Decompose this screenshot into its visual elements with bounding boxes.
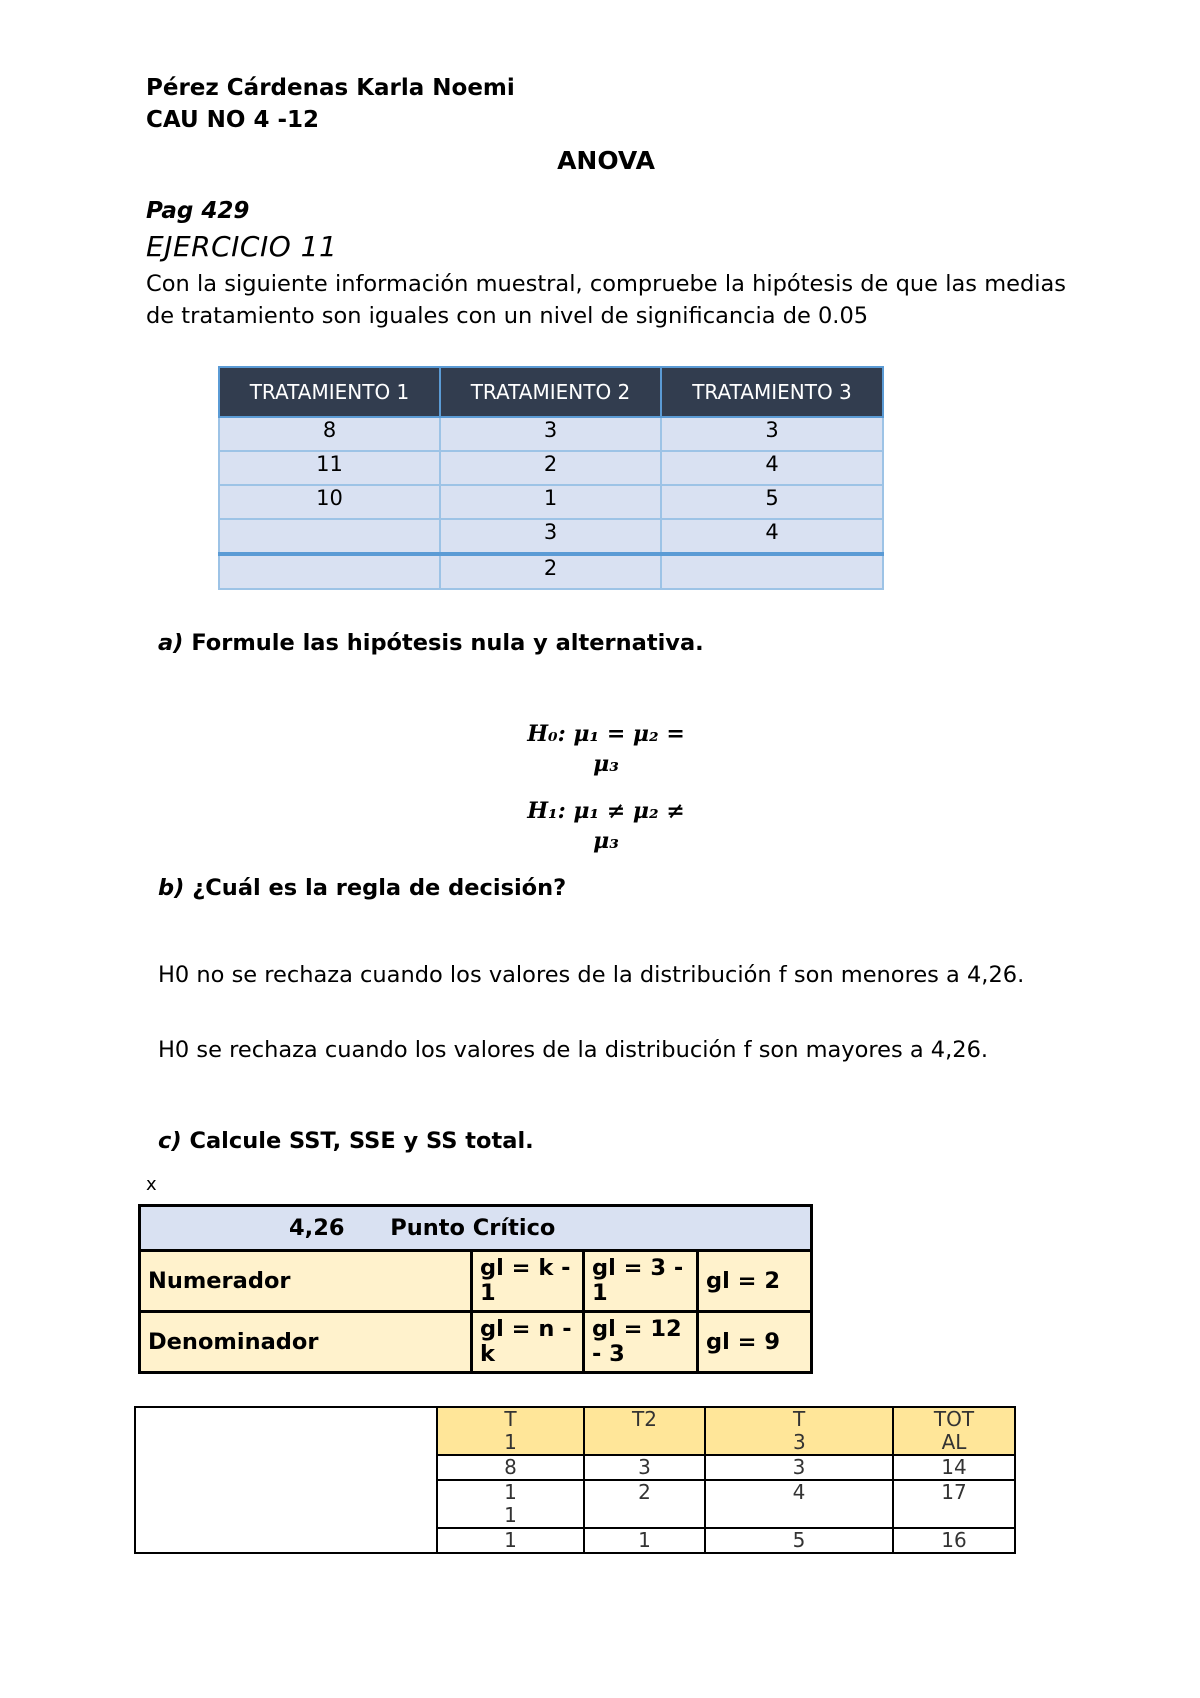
question-c-letter: c) xyxy=(158,1128,182,1154)
table-cell: 4 xyxy=(705,1480,893,1528)
table-row xyxy=(219,417,883,451)
table-cell: 11 xyxy=(437,1480,584,1528)
table-cell: 2 xyxy=(584,1480,705,1528)
table-cell: 1 xyxy=(437,1528,584,1553)
df-formula: gl = k - 1 xyxy=(472,1251,584,1312)
question-b-letter: b) xyxy=(158,875,185,901)
table-cell: 1 xyxy=(584,1528,705,1553)
df-formula: gl = n - k xyxy=(472,1312,584,1373)
header-treatment-2: TRATAMIENTO 2 xyxy=(440,367,661,417)
h1-line-2: μ₃ xyxy=(593,828,619,854)
table-cell: 3 xyxy=(440,417,661,451)
table-row xyxy=(219,554,883,589)
table-cell: 3 xyxy=(661,417,883,451)
table-cell: 17 xyxy=(893,1480,1015,1528)
table-cell: 5 xyxy=(705,1528,893,1553)
exercise-heading: EJERCICIO 11 xyxy=(146,230,338,263)
table-cell: 5 xyxy=(661,485,883,519)
row-name: Numerador xyxy=(140,1251,472,1312)
table-cell: 10 xyxy=(219,485,440,519)
question-a-letter: a) xyxy=(158,630,184,656)
treatment-data-table xyxy=(218,366,884,590)
question-a xyxy=(158,630,704,656)
df-substitution: gl = 12 - 3 xyxy=(584,1312,698,1373)
h1-line-1: H₁: μ₁ ≠ μ₂ ≠ xyxy=(527,798,685,824)
table-cell: 4 xyxy=(661,519,883,554)
alternative-hypothesis xyxy=(0,796,1200,856)
header-total: TOTAL xyxy=(893,1407,1015,1455)
decision-rule-1: H0 no se rechaza cuando los valores de la distribución f son menores a 4,26. xyxy=(158,962,1025,988)
blank-cell xyxy=(135,1407,437,1553)
table-cell: 14 xyxy=(893,1455,1015,1480)
author-block xyxy=(146,72,515,136)
totals-table xyxy=(134,1406,1016,1554)
table-cell: 8 xyxy=(437,1455,584,1480)
df-result: gl = 2 xyxy=(698,1251,812,1312)
course-code: CAU NO 4 -12 xyxy=(146,107,320,133)
decision-rule-2: H0 se rechaza cuando los valores de la distribución f son mayores a 4,26. xyxy=(158,1037,989,1063)
critical-value-label: Punto Crítico xyxy=(390,1214,556,1241)
totals-header-row xyxy=(135,1407,1015,1455)
table-cell: 11 xyxy=(219,451,440,485)
table-row xyxy=(219,451,883,485)
df-result: gl = 9 xyxy=(698,1312,812,1373)
table-cell xyxy=(661,554,883,589)
table-cell: 3 xyxy=(584,1455,705,1480)
header-t2: T2 xyxy=(584,1407,705,1455)
table-cell xyxy=(219,519,440,554)
table-row xyxy=(219,519,883,554)
header-t1: T1 xyxy=(437,1407,584,1455)
table-cell: 1 xyxy=(440,485,661,519)
table-cell: 4 xyxy=(661,451,883,485)
header-t3: T3 xyxy=(705,1407,893,1455)
table-row xyxy=(219,485,883,519)
header-treatment-3: TRATAMIENTO 3 xyxy=(661,367,883,417)
author-name: Pérez Cárdenas Karla Noemi xyxy=(146,75,515,101)
table-row xyxy=(140,1312,812,1373)
table-cell: 16 xyxy=(893,1528,1015,1553)
table-header-row xyxy=(219,367,883,417)
table-cell: 8 xyxy=(219,417,440,451)
question-b-text: ¿Cuál es la regla de decisión? xyxy=(192,875,567,901)
df-substitution: gl = 3 - 1 xyxy=(584,1251,698,1312)
row-name: Denominador xyxy=(140,1312,472,1373)
null-hypothesis xyxy=(0,719,1200,779)
table-cell xyxy=(219,554,440,589)
table-cell: 3 xyxy=(705,1455,893,1480)
header-treatment-1: TRATAMIENTO 1 xyxy=(219,367,440,417)
h0-line-2: μ₃ xyxy=(593,751,619,777)
table-cell: 3 xyxy=(440,519,661,554)
question-a-text: Formule las hipótesis nula y alternativa. xyxy=(191,630,704,656)
table-cell: 2 xyxy=(440,554,661,589)
critical-value: 4,26 xyxy=(289,1214,345,1241)
x-mark: x xyxy=(146,1174,157,1195)
critical-value-header xyxy=(140,1206,812,1251)
critical-value-table xyxy=(138,1204,813,1374)
table-cell: 2 xyxy=(440,451,661,485)
page-reference: Pag 429 xyxy=(146,198,250,224)
question-b xyxy=(158,875,566,901)
table-row xyxy=(140,1251,812,1312)
question-c-text: Calcule SST, SSE y SS total. xyxy=(189,1128,534,1154)
question-c xyxy=(158,1128,534,1154)
exercise-prompt: Con la siguiente información muestral, compruebe la hipótesis de que las medias de tratamiento son iguales con un nivel de significancia de 0.05 xyxy=(146,271,1066,329)
h0-line-1: H₀: μ₁ = μ₂ = xyxy=(527,721,685,747)
page-title: ANOVA xyxy=(557,146,655,175)
